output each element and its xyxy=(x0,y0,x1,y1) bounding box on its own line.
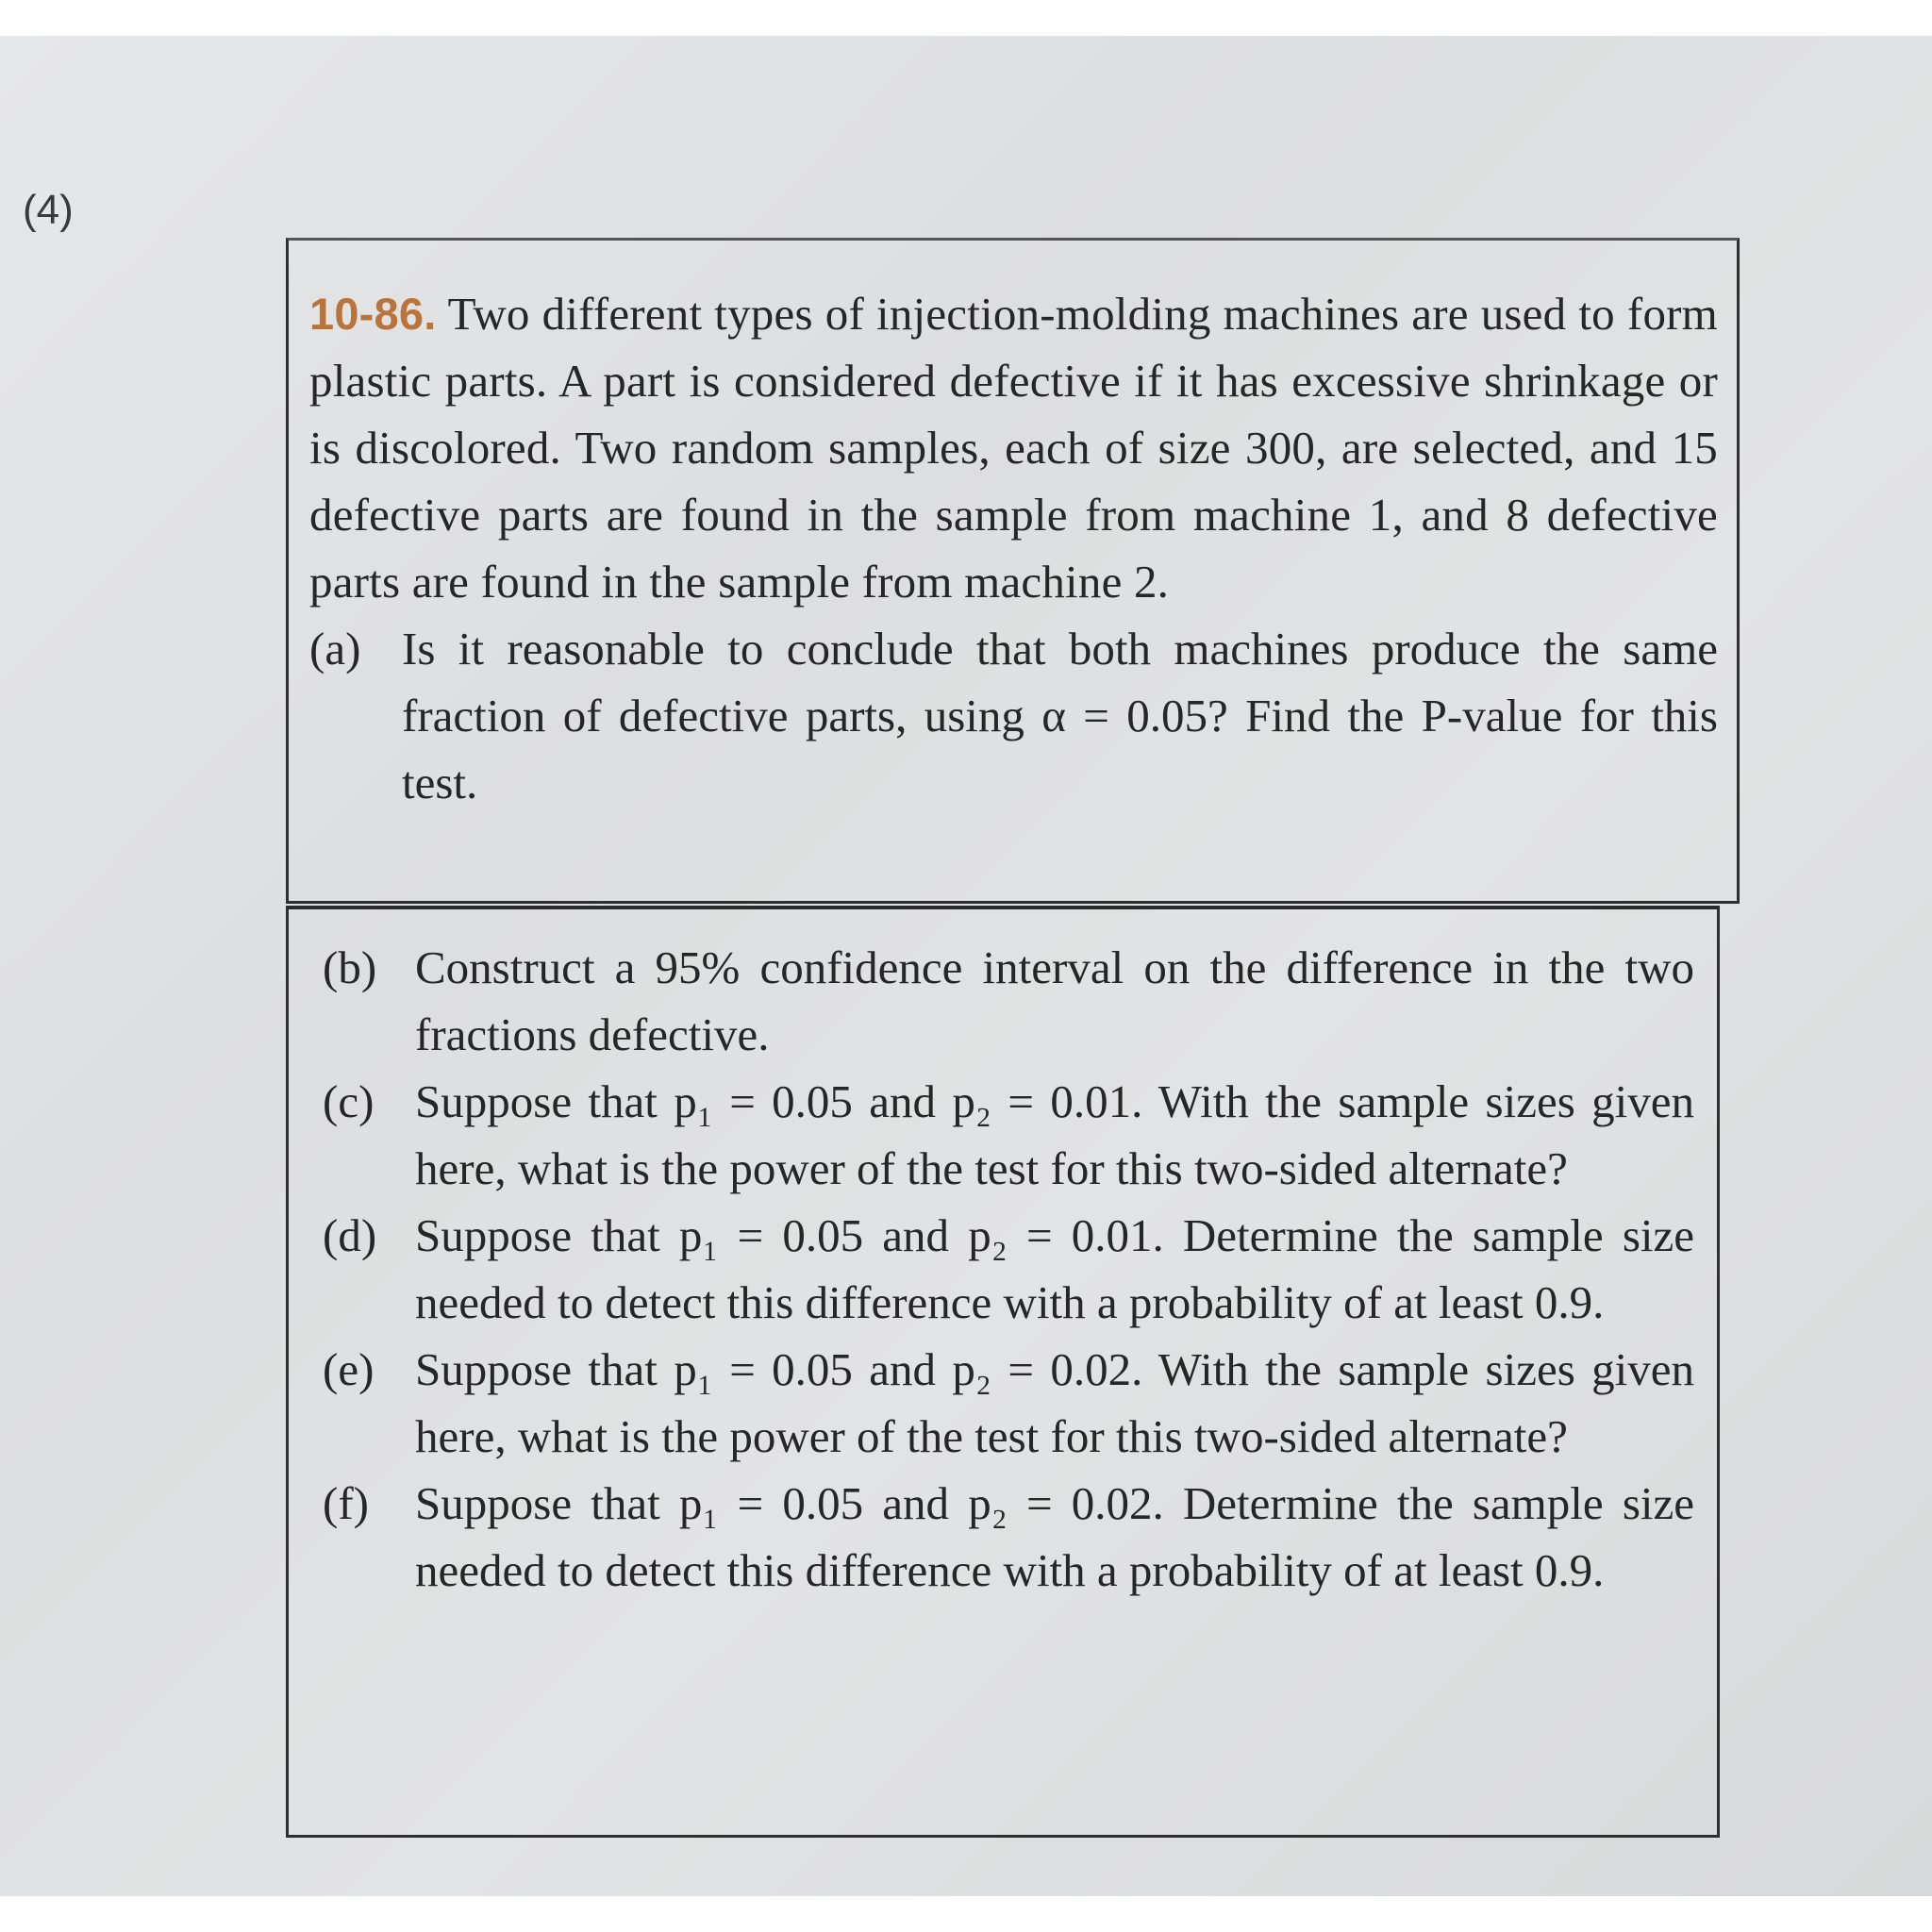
problem-intro-text: Two different types of injection-molding machines are used to form plastic parts. A part is considered defective if it has excessive shrinkage or is discolored. Two random samples, each of size 300, are selected, and 15 defective parts are found in the sample from machine 1, and 8 defective parts are found in the sample from machine 2. xyxy=(309,288,1718,608)
part-e-label: (e) xyxy=(323,1343,375,1395)
photo-background xyxy=(0,36,1932,1896)
part-b-text: Construct a 95% confidence interval on the difference in the two fractions defective. xyxy=(415,941,1694,1060)
part-d-text: Suppose that p₁ = 0.05 and p₂ = 0.01. Determine the sample size needed to detect this difference with a probability of at least 0.9. xyxy=(415,1209,1694,1328)
item-number: (4) xyxy=(23,187,74,233)
part-e-text: Suppose that p₁ = 0.05 and p₂ = 0.02. With the sample sizes given here, what is the power of the test for this two-sided alternate? xyxy=(415,1343,1694,1462)
part-a-text: Is it reasonable to conclude that both machines produce the same fraction of defective parts, using α = 0.05? Find the P-value for this test. xyxy=(402,623,1718,808)
problem-box-bottom xyxy=(286,906,1720,1838)
part-f-label: (f) xyxy=(323,1477,369,1529)
part-c-label: (c) xyxy=(323,1075,375,1127)
part-d-label: (d) xyxy=(323,1209,377,1261)
part-b xyxy=(323,934,1694,1068)
part-a xyxy=(309,615,1718,816)
part-a-label: (a) xyxy=(309,623,361,675)
part-c-text: Suppose that p₁ = 0.05 and p₂ = 0.01. With the sample sizes given here, what is the power of the test for this two-sided alternate? xyxy=(415,1075,1694,1194)
part-c xyxy=(323,1068,1694,1202)
problem-number: 10-86. xyxy=(309,289,437,339)
part-b-label: (b) xyxy=(323,941,377,993)
problem-box-top xyxy=(286,238,1740,904)
part-d xyxy=(323,1202,1694,1336)
part-e xyxy=(323,1336,1694,1470)
part-f xyxy=(323,1470,1694,1604)
problem-intro xyxy=(309,280,1718,615)
part-f-text: Suppose that p₁ = 0.05 and p₂ = 0.02. Determine the sample size needed to detect this difference with a probability of at least 0.9. xyxy=(415,1477,1694,1596)
